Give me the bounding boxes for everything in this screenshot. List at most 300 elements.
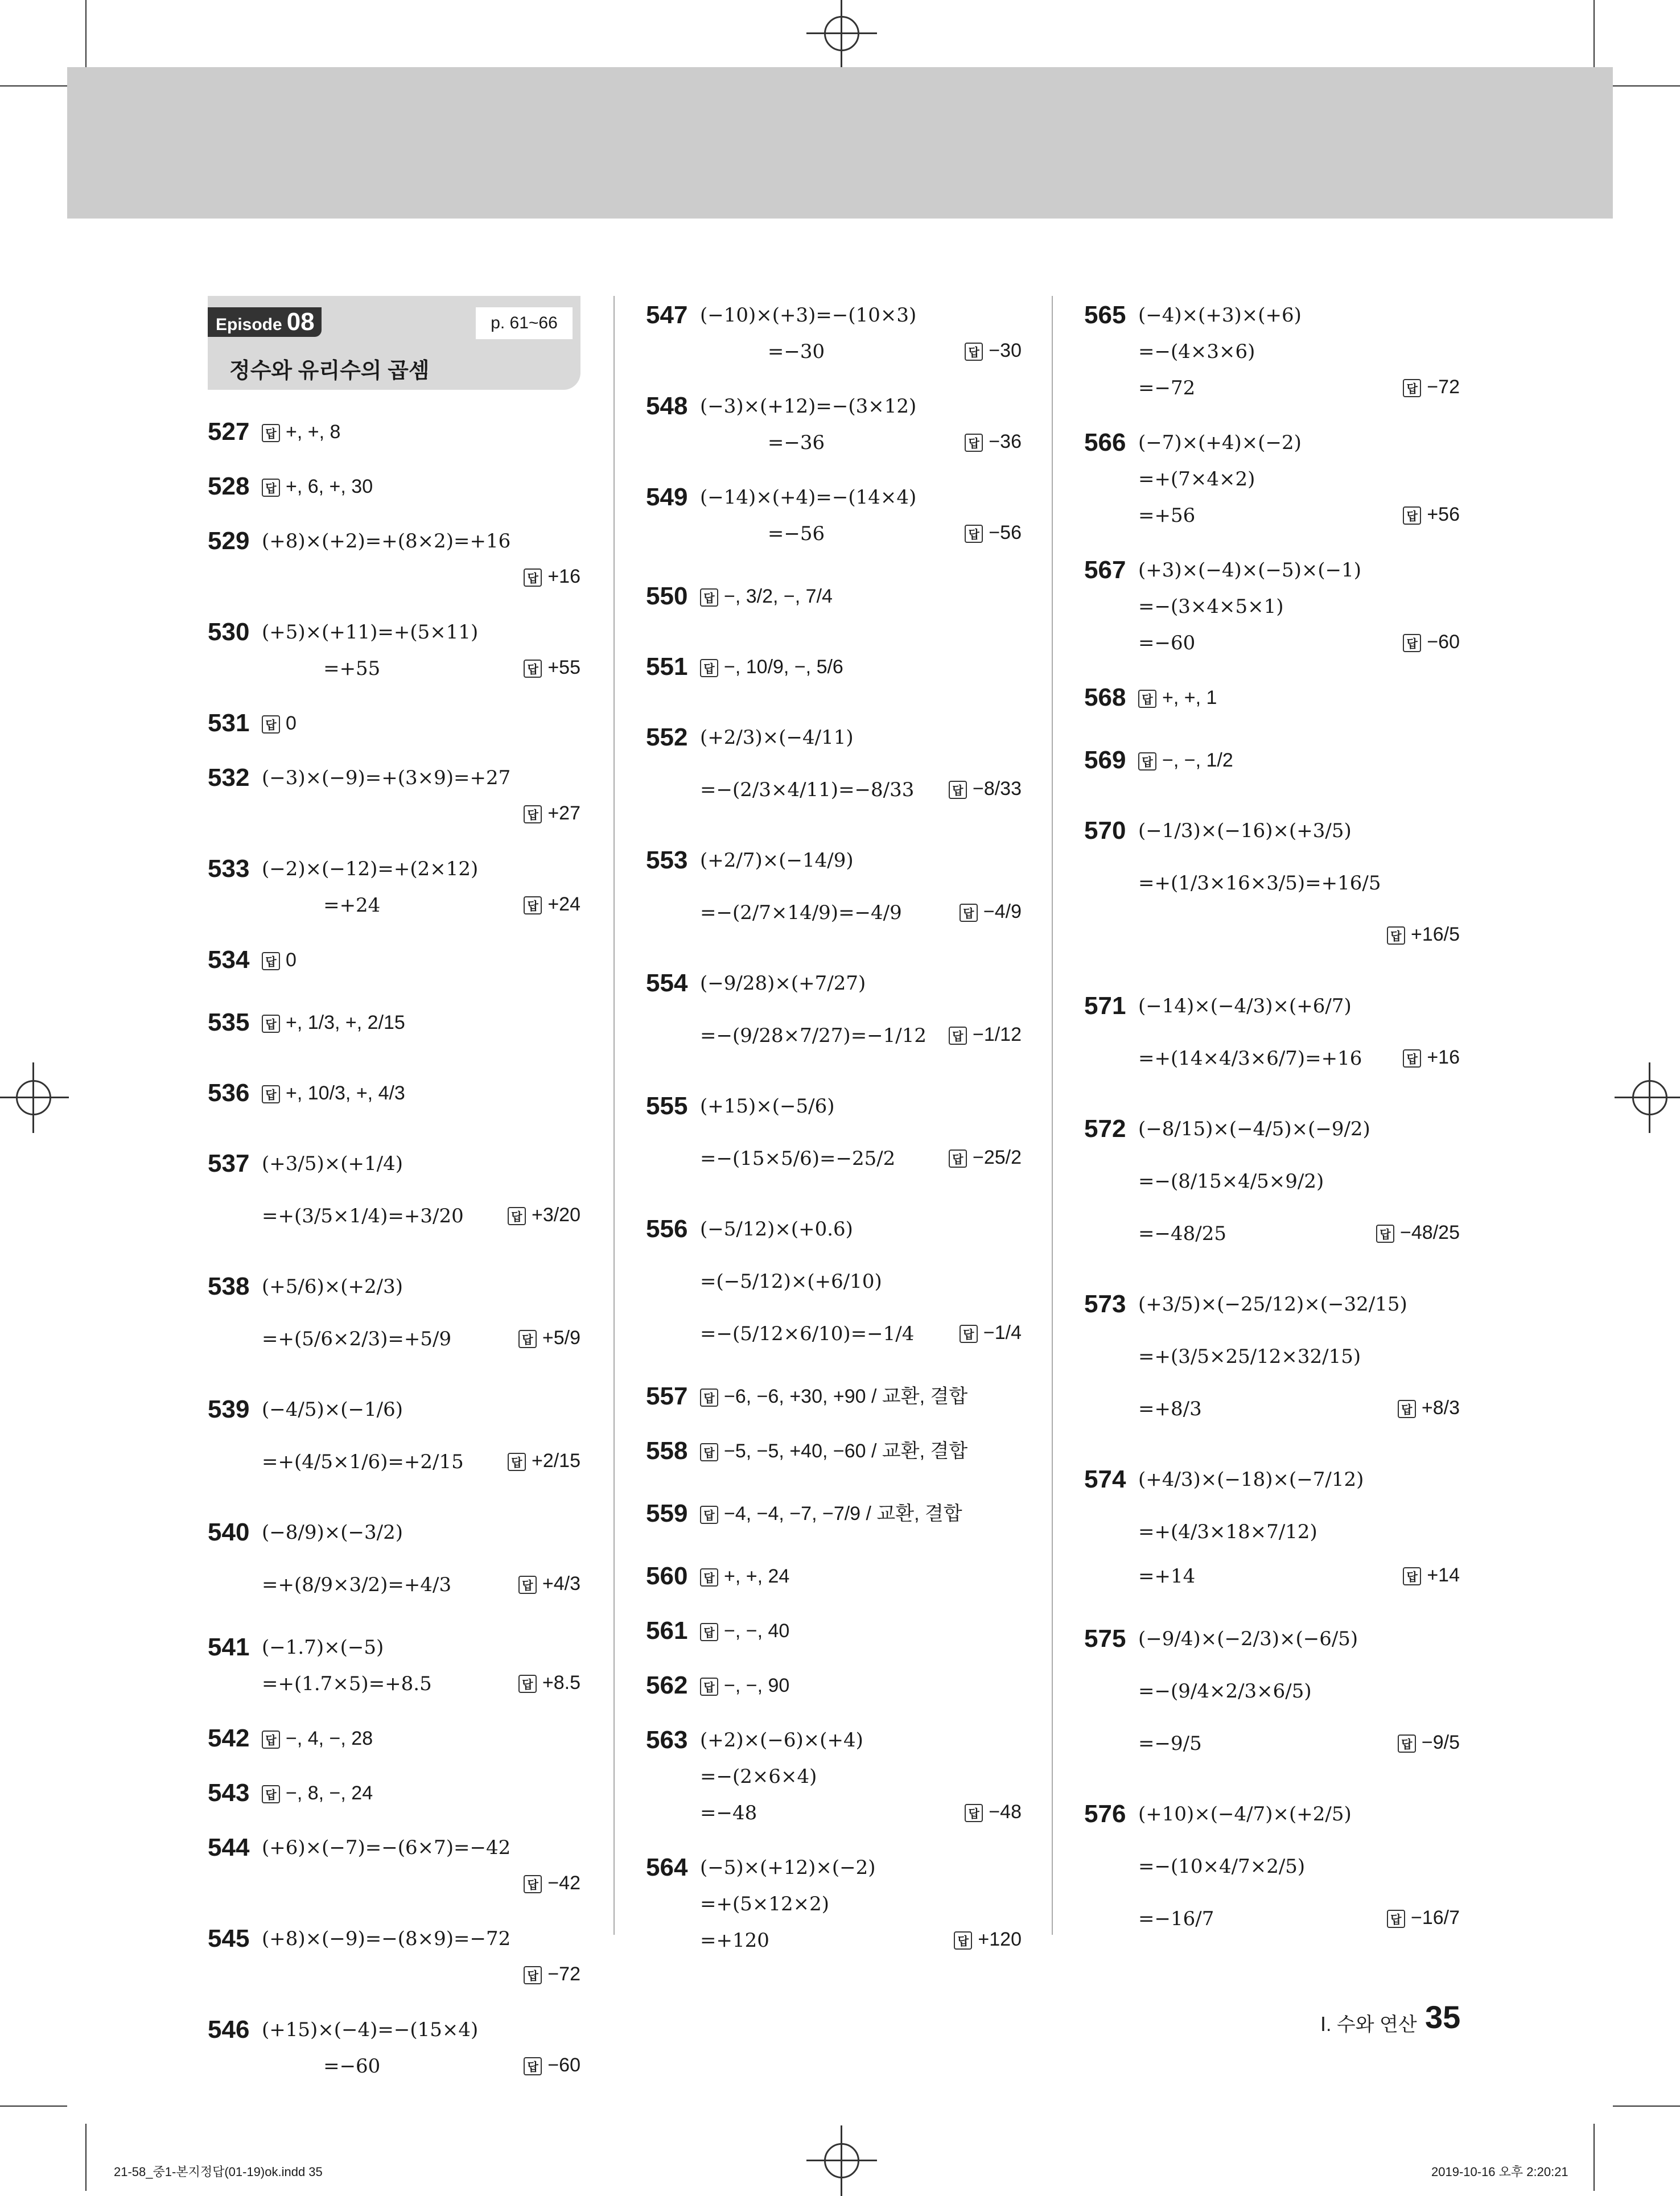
problem-item [1084, 678, 1460, 715]
expression: (+2/7)×(−14/9) [700, 849, 854, 872]
answer-badge-icon: 답 [262, 952, 280, 970]
answer [1403, 624, 1460, 660]
solution-line [1084, 1612, 1460, 1664]
problem-number: 541 [208, 1633, 250, 1661]
answer [949, 763, 1022, 815]
answer-badge-icon: 답 [960, 904, 978, 922]
solution-line [1084, 804, 1460, 856]
problem-item [646, 1666, 1022, 1703]
expression: (+6)×(−7)=−(6×7)=−42 [262, 1836, 511, 1859]
solution-line [208, 2047, 580, 2083]
problem-number: 576 [1084, 1800, 1126, 1828]
expression: (+2/3)×(−4/11) [700, 726, 854, 749]
answer [949, 1008, 1022, 1061]
expression: =−(2/7×14/9)=−4/9 [700, 901, 902, 924]
answer [1403, 1031, 1460, 1083]
answer-badge-icon: 답 [1403, 1049, 1421, 1068]
answer-badge-icon: 답 [508, 1207, 526, 1225]
expression: =−56 [700, 522, 825, 545]
answer [524, 1956, 580, 1992]
problem-number: 571 [1084, 992, 1126, 1020]
problem-item [208, 413, 580, 449]
expression: (−8/9)×(−3/2) [262, 1521, 403, 1544]
answer [508, 1435, 580, 1487]
problem-item [646, 1079, 1022, 1184]
crop-mark [85, 0, 87, 67]
problem-item [208, 1628, 580, 1701]
expression: =−48/25 [1138, 1222, 1226, 1245]
solution-line [1084, 332, 1460, 369]
solution-line [646, 763, 1022, 815]
answer-badge-icon: 답 [1403, 379, 1421, 397]
answer-value: +55 [547, 657, 580, 678]
answer-value: +, +, 1 [1162, 687, 1217, 708]
answer-value: −, −, 40 [724, 1620, 790, 1642]
answer [1138, 749, 1233, 772]
answer-value: 0 [286, 712, 297, 734]
solution-line [1084, 1839, 1460, 1892]
answer-value: −36 [989, 431, 1022, 452]
problem-number: 565 [1084, 301, 1126, 329]
problem-number: 536 [208, 1079, 250, 1107]
expression: (−5)×(+12)×(−2) [700, 1856, 876, 1879]
answer [960, 885, 1022, 938]
problem-item [646, 710, 1022, 815]
answer-badge-icon: 답 [262, 1015, 280, 1033]
solution-line [208, 413, 580, 449]
problem-number: 527 [208, 418, 250, 446]
expression: (−8/15)×(−4/5)×(−9/2) [1138, 1118, 1370, 1140]
solution-line [646, 332, 1022, 369]
answer [954, 1921, 1022, 1958]
answer-badge-icon: 답 [1403, 1567, 1421, 1585]
answer-badge-icon: 답 [1387, 926, 1405, 945]
answer-badge-icon: 답 [700, 1506, 718, 1524]
answer-value: −48/25 [1400, 1222, 1460, 1243]
answer-value: +, 10/3, +, 4/3 [286, 1082, 405, 1104]
problem-item [208, 850, 580, 922]
answer [700, 1502, 962, 1525]
answer [524, 649, 580, 686]
expression: =+55 [262, 657, 381, 680]
solution-line [646, 569, 1022, 621]
answer [1403, 369, 1460, 405]
answer-badge-icon: 답 [518, 1576, 537, 1594]
solution-line [1084, 423, 1460, 460]
solution-line [1084, 296, 1460, 332]
solution-line [646, 1612, 1022, 1648]
answer-value: −16/7 [1410, 1907, 1460, 1929]
solution-line [208, 2010, 580, 2047]
answer [700, 585, 833, 608]
solution-line [646, 956, 1022, 1008]
solution-line [208, 1828, 580, 1865]
expression: (+15)×(−5/6) [700, 1095, 835, 1118]
answer-badge-icon: 답 [960, 1325, 978, 1343]
answer-value: −60 [547, 2054, 580, 2076]
problem-item [646, 296, 1022, 369]
expression: =+24 [262, 894, 381, 917]
crop-mark [85, 2124, 87, 2191]
expression: =+(5/6×2/3)=+5/9 [262, 1328, 452, 1350]
solution-line [1084, 1382, 1460, 1434]
expression: (+10)×(−4/7)×(+2/5) [1138, 1803, 1352, 1826]
answer-value: −60 [1427, 631, 1460, 653]
answer-value: +, 6, +, 30 [286, 476, 373, 497]
solution-line [208, 795, 580, 831]
answer [262, 1782, 373, 1804]
solution-line [1084, 1505, 1460, 1557]
problem-item [208, 704, 580, 740]
answer-badge-icon: 답 [1403, 506, 1421, 525]
answer-badge-icon: 답 [700, 1443, 718, 1461]
expression: =+14 [1138, 1565, 1196, 1588]
problem-item [208, 1136, 580, 1241]
expression: (−2)×(−12)=+(2×12) [262, 858, 479, 880]
answer [508, 1189, 580, 1241]
answer-value: −, 4, −, 28 [286, 1728, 373, 1749]
answer [524, 2047, 580, 2083]
answer [1403, 1557, 1460, 1593]
problem-number: 558 [646, 1437, 688, 1465]
answer-badge-icon: 답 [700, 1568, 718, 1587]
solution-line [208, 613, 580, 649]
problem-number: 568 [1084, 683, 1126, 711]
solution-line [646, 1202, 1022, 1254]
answer-badge-icon: 답 [1398, 1400, 1416, 1418]
answer-badge-icon: 답 [965, 525, 983, 543]
answer-value: +120 [978, 1929, 1022, 1950]
solution-line [208, 941, 580, 977]
problem-list [646, 296, 1022, 1958]
expression: (+3/5)×(−25/12)×(−32/15) [1138, 1293, 1407, 1316]
problem-number: 550 [646, 582, 688, 610]
header-band [67, 67, 1613, 219]
solution-line [208, 1719, 580, 1756]
answer [1138, 686, 1217, 709]
problem-item [646, 569, 1022, 621]
date-slug: 2019-10-16 오후 2:20:21 [1431, 2165, 1568, 2179]
problem-number: 530 [208, 618, 250, 646]
answer-badge-icon: 답 [524, 1966, 542, 1984]
answer-value: −1/4 [983, 1322, 1022, 1344]
problem-item [1084, 423, 1460, 533]
problem-item [1084, 979, 1460, 1083]
answer-value: −, 8, −, 24 [286, 1782, 373, 1804]
problem-item [646, 1721, 1022, 1830]
problem-item [208, 941, 580, 977]
answer [700, 1440, 967, 1462]
answer [262, 712, 297, 735]
answer-value: −, 3/2, −, 7/4 [724, 586, 833, 607]
solution-line [1084, 496, 1460, 533]
answer-badge-icon: 답 [949, 1149, 967, 1168]
expression: =+(4/5×1/6)=+2/15 [262, 1451, 464, 1473]
expression: =−9/5 [1138, 1732, 1202, 1755]
section-title: 정수와 유리수의 곱셈 [229, 359, 430, 383]
problem-number: 542 [208, 1724, 250, 1752]
problem-number: 545 [208, 1925, 250, 1952]
problem-number: 533 [208, 855, 250, 883]
solution-line [208, 1919, 580, 1956]
solution-line [208, 1865, 580, 1901]
answer [524, 795, 580, 831]
solution-line [208, 850, 580, 886]
expression: =−(9/4×2/3×6/5) [1138, 1680, 1312, 1703]
answer [262, 421, 340, 443]
answer-badge-icon: 답 [262, 1785, 280, 1803]
problem-item [208, 1066, 580, 1118]
expression: (+2)×(−6)×(+4) [700, 1729, 863, 1752]
problem-item [208, 613, 580, 686]
expression: =−72 [1138, 377, 1196, 399]
solution-line [1084, 1031, 1460, 1083]
answer-badge-icon: 답 [262, 715, 280, 734]
solution-line [646, 1885, 1022, 1921]
expression: (+4/3)×(−18)×(−7/12) [1138, 1468, 1364, 1491]
answer-column-1 [208, 296, 580, 2102]
expression: (−14)×(−4/3)×(+6/7) [1138, 995, 1352, 1017]
answer-badge-icon: 답 [1376, 1225, 1394, 1243]
answer [1398, 1382, 1460, 1434]
expression: (−10)×(+3)=−(10×3) [700, 304, 917, 327]
answer-badge-icon: 답 [262, 1731, 280, 1749]
expression: =−30 [700, 340, 825, 363]
expression: (−9/28)×(+7/27) [700, 972, 866, 995]
problem-number: 560 [646, 1562, 688, 1590]
answer [262, 1082, 405, 1105]
solution-line [1084, 908, 1460, 961]
answer-value: +16 [1427, 1047, 1460, 1068]
expression: (−5/12)×(+0.6) [700, 1218, 853, 1241]
answer-value: +56 [1427, 504, 1460, 525]
answer-badge-icon: 답 [1138, 752, 1156, 771]
answer-badge-icon: 답 [700, 659, 718, 677]
solution-line [208, 704, 580, 740]
answer-badge-icon: 답 [262, 1085, 280, 1103]
solution-line [1084, 733, 1460, 785]
problem-item [1084, 733, 1460, 785]
solution-line [208, 1558, 580, 1610]
problem-number: 562 [646, 1671, 688, 1699]
registration-mark [1632, 1080, 1667, 1115]
problem-item [208, 1919, 580, 1992]
answer-value: +5/9 [542, 1327, 580, 1349]
problem-item [646, 1432, 1022, 1468]
expression: =−(5/12×6/10)=−1/4 [700, 1322, 915, 1345]
column-divider [1052, 296, 1053, 1935]
solution-line [1084, 369, 1460, 405]
expression: (−3)×(−9)=+(3×9)=+27 [262, 767, 511, 789]
solution-line [208, 886, 580, 922]
solution-line [646, 1307, 1022, 1359]
answer [1398, 1716, 1460, 1769]
solution-line [1084, 624, 1460, 660]
solution-line [646, 1848, 1022, 1885]
registration-mark [16, 1080, 51, 1115]
solution-line [1084, 1206, 1460, 1259]
expression: (−9/4)×(−2/3)×(−6/5) [1138, 1628, 1358, 1650]
answer [700, 656, 843, 678]
problem-item [1084, 804, 1460, 961]
expression: =−(9/28×7/27)=−1/12 [700, 1024, 927, 1047]
problem-item [208, 1719, 580, 1756]
expression: =+(1.7×5)=+8.5 [262, 1672, 432, 1695]
problem-number: 539 [208, 1395, 250, 1423]
problem-number: 564 [646, 1853, 688, 1881]
answer-value: −48 [989, 1801, 1022, 1823]
expression: =−(2/3×4/11)=−8/33 [700, 778, 915, 801]
problem-number: 543 [208, 1779, 250, 1807]
expression: =−60 [1138, 632, 1196, 654]
answer-badge-icon: 답 [262, 424, 280, 442]
expression: =+(3/5×25/12×32/15) [1138, 1345, 1361, 1368]
problem-number: 540 [208, 1518, 250, 1546]
problem-item [646, 833, 1022, 938]
answer-value: +8.5 [542, 1672, 580, 1694]
solution-line [1084, 1664, 1460, 1716]
problem-item [646, 1848, 1022, 1958]
answer-value: −4/9 [983, 901, 1022, 922]
problem-item [208, 2010, 580, 2083]
problem-number: 561 [646, 1617, 688, 1645]
answer-badge-icon: 답 [949, 781, 967, 799]
problem-number: 551 [646, 653, 688, 681]
problem-number: 537 [208, 1149, 250, 1177]
answer [1387, 1892, 1460, 1944]
answer-badge-icon: 답 [700, 1678, 718, 1696]
expression: (−4/5)×(−1/6) [262, 1398, 403, 1421]
expression: (−14)×(+4)=−(14×4) [700, 486, 917, 509]
answer-value: −25/2 [972, 1147, 1022, 1168]
solution-line [208, 1956, 580, 1992]
problem-number: 535 [208, 1008, 250, 1036]
solution-line [1084, 1892, 1460, 1944]
answer-column-3 [1084, 296, 1460, 1962]
answer-value: −1/12 [972, 1024, 1022, 1045]
solution-line [646, 710, 1022, 763]
answer-value: −72 [547, 1963, 580, 1985]
answer-value: +4/3 [542, 1573, 580, 1595]
footer-caption: Ⅰ. 수와 연산 [1320, 2014, 1417, 2036]
problem-item [1084, 1102, 1460, 1259]
solution-line [208, 995, 580, 1048]
solution-line [208, 1259, 580, 1312]
episode-header [208, 296, 580, 390]
answer [700, 1385, 967, 1408]
problem-number: 570 [1084, 817, 1126, 844]
solution-line [208, 1312, 580, 1364]
answer-badge-icon: 답 [949, 1027, 967, 1045]
problem-number: 554 [646, 969, 688, 997]
expression: =+(3/5×1/4)=+3/20 [262, 1205, 464, 1227]
answer-badge-icon: 답 [524, 568, 542, 587]
expression: =−36 [700, 431, 825, 454]
problem-item [646, 1486, 1022, 1539]
answer-value: −6, −6, +30, +90 / 교환, 결합 [724, 1386, 968, 1407]
problem-number: 531 [208, 709, 250, 737]
answer-value: +27 [547, 802, 580, 824]
problem-item [646, 1612, 1022, 1648]
expression: =+(8/9×3/2)=+4/3 [262, 1573, 452, 1596]
problem-list [1084, 296, 1460, 1944]
expression: (−1.7)×(−5) [262, 1636, 384, 1659]
expression: (+15)×(−4)=−(15×4) [262, 2018, 479, 2041]
answer [700, 1620, 789, 1642]
answer-value: −4, −4, −7, −7/9 / 교환, 결합 [724, 1503, 962, 1525]
answer [524, 886, 580, 922]
answer-value: +, 1/3, +, 2/15 [286, 1012, 405, 1033]
answer [518, 1312, 580, 1364]
solution-line [208, 1189, 580, 1241]
problem-list [208, 413, 580, 2083]
problem-number: 548 [646, 392, 688, 420]
crop-mark [1593, 0, 1595, 67]
solution-line [208, 558, 580, 595]
expression: =−48 [700, 1802, 757, 1824]
solution-line [646, 514, 1022, 551]
answer-badge-icon: 답 [1138, 690, 1156, 708]
problem-number: 556 [646, 1215, 688, 1243]
crop-mark [0, 2106, 67, 2107]
expression: =+(4/3×18×7/12) [1138, 1521, 1317, 1543]
answer [965, 423, 1022, 460]
solution-line [646, 1432, 1022, 1468]
problem-item [208, 522, 580, 595]
answer-value: −9/5 [1421, 1732, 1460, 1753]
expression: =(−5/12)×(+6/10) [700, 1270, 882, 1293]
expression: =+56 [1138, 504, 1196, 527]
answer [524, 1865, 580, 1901]
page-range: p. 61~66 [476, 307, 573, 339]
expression: (+3/5)×(+1/4) [262, 1152, 403, 1175]
solution-line [1084, 1787, 1460, 1839]
solution-line [1084, 1102, 1460, 1154]
expression: (+5/6)×(+2/3) [262, 1275, 403, 1298]
answer-badge-icon: 답 [965, 343, 983, 361]
expression: =+(1/3×16×3/5)=+16/5 [1138, 872, 1381, 895]
answer-value: −5, −5, +40, −60 / 교환, 결합 [724, 1440, 968, 1462]
answer [262, 1011, 405, 1034]
solution-line [646, 640, 1022, 692]
problem-number: 552 [646, 723, 688, 751]
answer [965, 1794, 1022, 1830]
solution-line [1084, 1329, 1460, 1382]
solution-line [646, 1131, 1022, 1184]
solution-line [208, 1774, 580, 1810]
solution-line [646, 1794, 1022, 1830]
solution-line [1084, 856, 1460, 908]
expression: (−4)×(+3)×(+6) [1138, 304, 1302, 327]
problem-item [208, 1382, 580, 1487]
solution-line [646, 1666, 1022, 1703]
problem-number: 574 [1084, 1465, 1126, 1493]
expression: (+8)×(−9)=−(8×9)=−72 [262, 1927, 511, 1950]
answer-value: +, +, 8 [286, 421, 341, 443]
problem-item [646, 956, 1022, 1061]
answer [524, 558, 580, 595]
crop-mark [1613, 2106, 1680, 2107]
column-divider [613, 296, 615, 1935]
problem-item [208, 1505, 580, 1610]
solution-line [646, 1486, 1022, 1539]
problem-item [1084, 1612, 1460, 1769]
problem-number: 549 [646, 483, 688, 511]
expression: (−1/3)×(−16)×(+3/5) [1138, 819, 1352, 842]
problem-number: 575 [1084, 1625, 1126, 1653]
expression: =−(3×4×5×1) [1138, 595, 1284, 618]
solution-line [1084, 551, 1460, 587]
